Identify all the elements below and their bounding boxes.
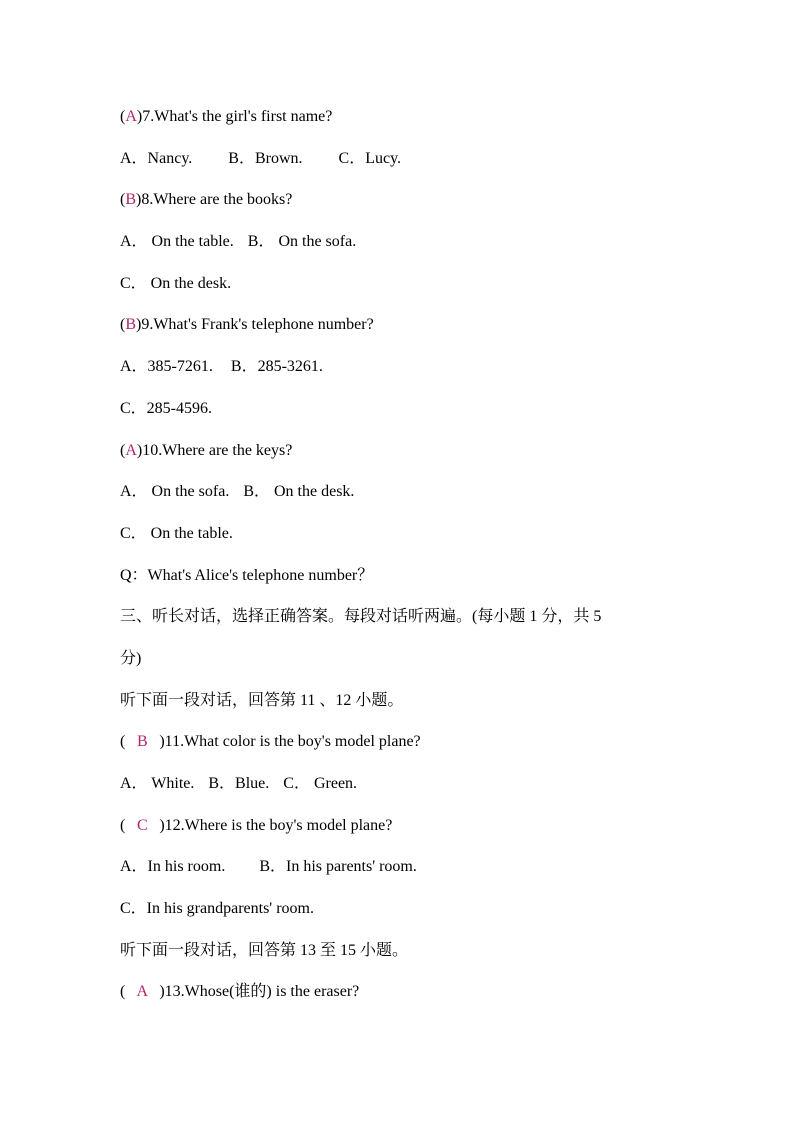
option-9c: C．285-4596. bbox=[120, 399, 213, 417]
extra-question: Q：What's Alice's telephone number？ bbox=[120, 566, 374, 584]
question-7: (A)7.What's the girl's first name? bbox=[120, 108, 333, 125]
open-paren-12: ( bbox=[120, 816, 126, 834]
question-10-text: 10.Where are the keys? bbox=[142, 441, 293, 459]
question-7-text: 7.What's the girl's first name? bbox=[142, 108, 333, 125]
question-12 bbox=[120, 809, 680, 851]
question-10: (A)10.Where are the keys? bbox=[120, 441, 293, 459]
option-10c: C． On the table. bbox=[120, 524, 233, 542]
question-12-options-ab bbox=[120, 850, 680, 892]
question-11-options bbox=[120, 767, 680, 809]
option-12c: C．In his grandparents' room. bbox=[120, 900, 314, 918]
option-12a: A．In his room. bbox=[120, 858, 226, 876]
exam-page bbox=[120, 100, 680, 1017]
question-9-text: 9.What's Frank's telephone number? bbox=[141, 316, 374, 334]
question-11-text: )11.What color is the boy's model plane? bbox=[159, 733, 421, 751]
question-9: (B)9.What's Frank's telephone number? bbox=[120, 316, 374, 334]
question-8-text: 8.Where are the books? bbox=[141, 191, 293, 209]
question-7-options bbox=[120, 142, 680, 184]
option-8c: C． On the desk. bbox=[120, 274, 232, 292]
option-12b: B．In his parents' room. bbox=[259, 858, 417, 876]
option-9b: B．285-3261. bbox=[230, 358, 323, 376]
question-8-options-c bbox=[120, 267, 680, 309]
answer-12: C bbox=[136, 816, 148, 834]
question-11 bbox=[120, 725, 680, 767]
option-8a: A． On the table. bbox=[120, 233, 234, 251]
option-10a: A． On the sofa. bbox=[120, 483, 230, 501]
option-9a: A．385-7261. bbox=[120, 358, 213, 376]
question-9-options-ab bbox=[120, 350, 680, 392]
option-7a: A．Nancy. bbox=[120, 149, 193, 167]
option-11a: A． White. bbox=[120, 775, 195, 792]
question-8: (B)8.Where are the books? bbox=[120, 191, 293, 209]
question-10-options-ab bbox=[120, 475, 680, 517]
answer-13: A bbox=[136, 983, 149, 1001]
open-paren-11: ( bbox=[120, 733, 126, 751]
answer-11: B bbox=[136, 733, 148, 751]
question-13-text: )13.Whose(谁的) is the eraser? bbox=[159, 983, 360, 1001]
option-8b: B． On the sofa. bbox=[247, 233, 357, 251]
question-8-options-ab bbox=[120, 225, 680, 267]
question-12-options-c bbox=[120, 892, 680, 934]
answer-8: B bbox=[125, 191, 136, 209]
answer-10: A bbox=[125, 441, 137, 459]
option-11c: C． Green. bbox=[283, 775, 358, 792]
option-11b: B．Blue. bbox=[208, 775, 270, 792]
group-1-instruction: 听下面一段对话，回答第 11 、12 小题。 bbox=[120, 691, 404, 709]
option-7b: B．Brown. bbox=[228, 149, 303, 167]
answer-7: A bbox=[125, 108, 137, 125]
option-7c: C．Lucy. bbox=[338, 149, 402, 167]
section-3-heading-line1: 三、听长对话，选择正确答案。每段对话听两遍。(每小题 1 分，共 5 bbox=[120, 608, 602, 626]
open-paren-13: ( bbox=[120, 983, 126, 1001]
question-13 bbox=[120, 975, 680, 1017]
question-9-options-c bbox=[120, 392, 680, 434]
answer-9: B bbox=[125, 316, 136, 334]
section-3-heading-line2: 分) bbox=[120, 649, 142, 667]
question-10-options-c bbox=[120, 517, 680, 559]
question-12-text: )12.Where is the boy's model plane? bbox=[159, 816, 393, 834]
option-10b: B． On the desk. bbox=[243, 483, 355, 501]
group-2-instruction: 听下面一段对话，回答第 13 至 15 小题。 bbox=[120, 941, 409, 959]
